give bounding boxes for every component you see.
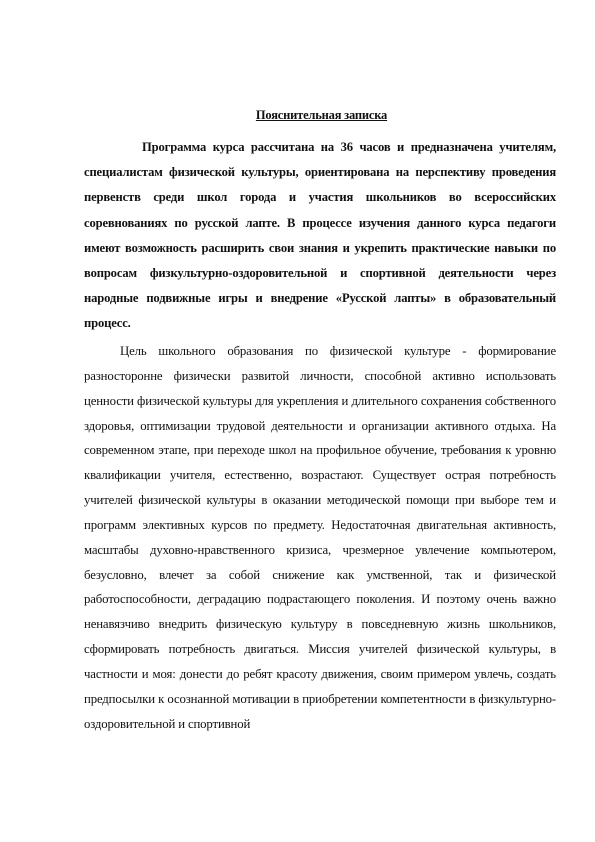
document-title: Пояснительная записка [255,108,388,122]
intro-paragraph: Программа курса рассчитана на 36 часов и предназначена учителям, специалистам физической культуры, ориентирована на перспективу проведения первенств среди школ города и участия школьников во всероссийских соревнованиях по русской лапте. В процессе изучения данного курса педагоги имеют возможность расширить свои знания и укрепить практические навыки по вопросам физкультурно-оздоровительной и спортивной деятельности через народные подвижные игры и внедрение «Русской лапты» в образовательный процесс. [84,140,556,331]
body-paragraph: Цель школьного образования по физической культуре - формирование разносторонне физически развитой личности, способной активно использовать ценности физической культуры для укрепления и длительного сохранения собственного здоровья, оптимизации трудовой деятельности и организации активного отдыха. На современном этапе, при переходе школ на профильное обучение, требования к уровню квалификации учителя, естественно, возрастают. Существует острая потребность учителей физической культуры в оказании методической помощи при выборе тем и программ элективных курсов по предмету. Недостаточная двигательная активность, масштабы духовно-нравственного кризиса, чрезмерное увлечение компьютером, безусловно, влечет за собой снижение как умственной, так и физической работоспособности, деградацию подрастающего поколения. И поэтому очень важно ненавязчиво внедрить физическую культуру в повседневную жизнь школьников, сформировать потребность двигаться. Миссия учителей физической культуры, в частности и моя: донести до ребят красоту движения, своим примером увлечь, создать предпосылки к осознанной мотивации в приобретении компетентности в физкультурно-оздоровительной и спортивной [84,344,556,731]
